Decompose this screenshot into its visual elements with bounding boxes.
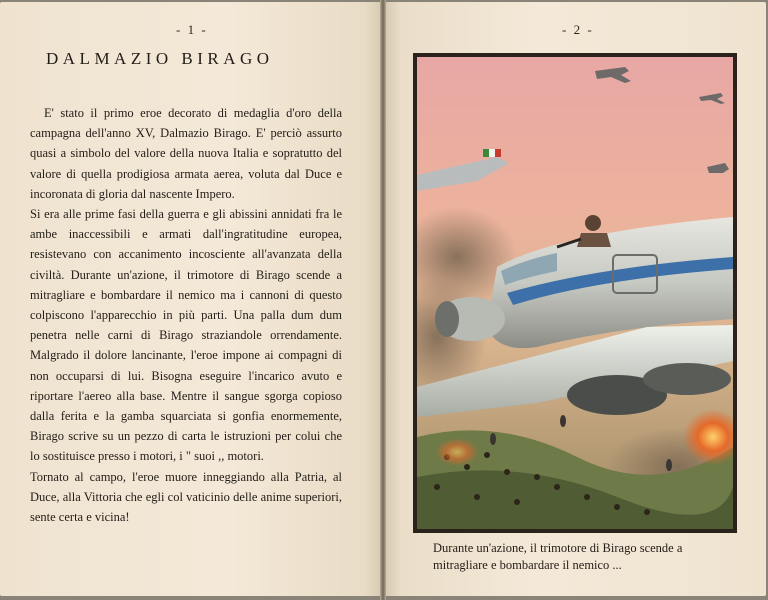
page-number-right: - 2 - [562,22,594,37]
right-page [386,2,766,596]
illustration [417,57,733,529]
page-title: DALMAZIO BIRAGO [46,49,274,68]
paragraph-story: Si era alle prime fasi della guerra e gli abissini annidati fra le ambe inaccessibili e armati dall'ingratitudine europea, resistevano con accanimento incosciente all'avanzata della civiltà. Durante un'azione, il trimotore di Birago scende a mitragliare e bombardare il nemico ma i cannoni di questo colpiscono l'apparecchio in più parti. Una palla dum dum penetra nelle carni di Birago straziandole orrendamente. Malgrado il dolore lancinante, l'eroe impone ai compagni di non occuparsi di lui. Bisogna eseguire l'incarico avuto e riportare l'aereo alla base. Mentre il sangue sgorga copioso dalla ferita e la gamba squarciata si gonfia enormemente, Birago scrive su un pezzo di carta le istruzioni per colui che lo sostituisce presso i motori, i " suoi ,, motori. [30,207,342,464]
illustration-caption: Durante un'azione, il trimotore di Birago scende a mitragliare e bombardare il nemico ... [433,541,683,572]
paragraph-intro: E' stato il primo eroe decorato di medaglia d'oro della campagna dell'anno XV, Dalmazio Birago. E' perciò assurto quasi a simbolo del valore della nuova Italia e sopratutto del valore di quella prodigiosa armata aerea, voluta dal Duce e incoronata di gloria dal nascente Impero. [30,106,342,201]
page-number-left: - 1 - [176,22,208,37]
body-text [30,103,342,527]
left-page [0,2,380,596]
paragraph-ending: Tornato al campo, l'eroe muore inneggiando alla Patria, al Duce, alla Vittoria che egli col vaticinio delle anime superiori, sente certa e vicina! [30,469,342,525]
illustration-frame [413,53,737,533]
